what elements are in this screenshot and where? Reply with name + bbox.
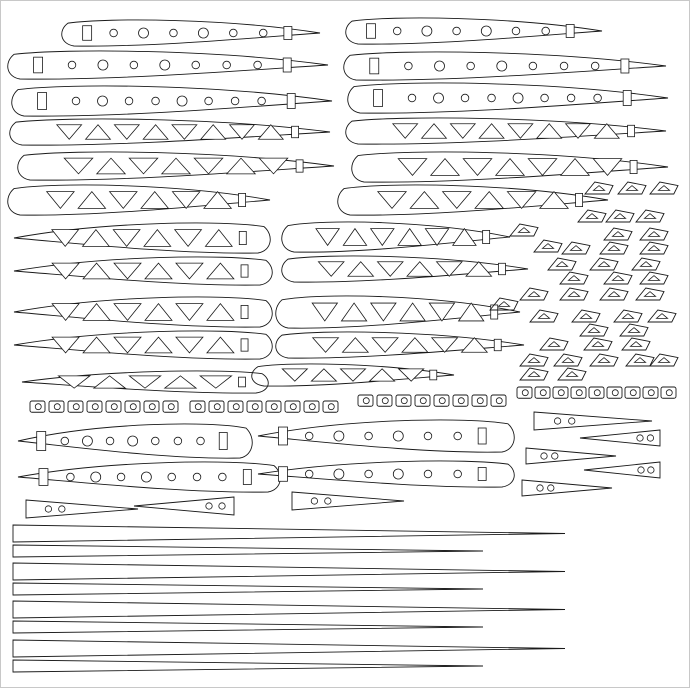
gusset-hole: [630, 390, 636, 396]
spar-slot: [491, 305, 498, 319]
lightening-hole: [594, 94, 602, 102]
lightening-hole: [98, 60, 108, 70]
spar-slot: [623, 91, 631, 106]
lightening-hole: [223, 61, 231, 69]
lightening-hole: [174, 437, 182, 445]
lightening-hole: [334, 469, 344, 479]
spar-slot: [241, 265, 248, 277]
bracket-hole: [569, 418, 575, 424]
lightening-hole: [128, 436, 138, 446]
bracket-hole: [206, 503, 212, 509]
lightening-hole: [219, 473, 227, 481]
spar-slot: [241, 305, 248, 318]
gusset-hole: [363, 398, 369, 404]
lightening-hole: [61, 437, 69, 445]
spar-slot: [494, 339, 501, 350]
gusset-hole: [54, 404, 60, 410]
lightening-hole: [453, 27, 461, 35]
lightening-hole: [567, 94, 575, 102]
lightening-hole: [192, 61, 200, 69]
lightening-hole: [67, 473, 75, 481]
lightening-hole: [560, 62, 568, 70]
spar-slot: [284, 27, 292, 40]
lightening-hole: [513, 93, 523, 103]
bracket-hole: [647, 435, 653, 441]
lightening-hole: [82, 436, 92, 446]
lightening-hole: [365, 432, 373, 440]
spar-slot: [83, 26, 92, 41]
lightening-hole: [198, 28, 208, 38]
spar-slot: [292, 126, 299, 137]
gusset-hole: [576, 390, 582, 396]
spar-slot: [366, 24, 375, 39]
lightening-hole: [393, 431, 403, 441]
lightening-hole: [205, 97, 213, 105]
gusset-hole: [648, 390, 654, 396]
lightening-hole: [259, 29, 267, 37]
spar-slot: [38, 93, 47, 110]
spar-slot: [498, 263, 505, 274]
lightening-hole: [305, 470, 313, 478]
gusset-hole: [309, 404, 315, 410]
lightening-hole: [393, 27, 401, 35]
bracket-hole: [311, 498, 317, 504]
bracket-hole: [325, 498, 331, 504]
lightening-hole: [139, 28, 149, 38]
spar-slot: [34, 57, 43, 73]
gusset-hole: [73, 404, 79, 410]
lightening-hole: [141, 472, 151, 482]
lightening-hole: [197, 437, 205, 445]
lightening-hole: [106, 437, 114, 445]
lightening-hole: [177, 96, 187, 106]
bracket-hole: [554, 418, 560, 424]
gusset-hole: [558, 390, 564, 396]
bracket-hole: [537, 485, 543, 491]
gusset-hole: [290, 404, 296, 410]
spar-slot: [370, 58, 379, 74]
spar-slot: [238, 377, 245, 387]
spar-slot: [219, 433, 227, 450]
lightening-hole: [591, 62, 599, 70]
bracket-hole: [552, 453, 558, 459]
lightening-hole: [68, 61, 76, 69]
lightening-hole: [488, 94, 496, 102]
gusset-hole: [612, 390, 618, 396]
bracket-hole: [637, 435, 643, 441]
lightening-hole: [467, 62, 475, 70]
spar-slot: [243, 470, 251, 485]
lightening-hole: [454, 470, 462, 478]
gusset-hole: [401, 398, 407, 404]
lightening-hole: [435, 61, 445, 71]
gusset-hole: [540, 390, 546, 396]
lightening-hole: [110, 29, 118, 37]
gusset-hole: [594, 390, 600, 396]
spar-slot: [239, 231, 246, 244]
lightening-hole: [454, 432, 462, 440]
spar-slot: [566, 25, 574, 38]
gusset-hole: [252, 404, 258, 410]
gusset-hole: [522, 390, 528, 396]
lightening-hole: [231, 97, 239, 105]
spar-slot: [374, 90, 383, 107]
gusset-hole: [477, 398, 483, 404]
lightening-hole: [529, 62, 537, 70]
lightening-hole: [130, 61, 138, 69]
lightening-hole: [258, 97, 266, 105]
gusset-hole: [92, 404, 98, 410]
lightening-hole: [434, 93, 444, 103]
lightening-hole: [541, 94, 549, 102]
lightening-hole: [408, 94, 416, 102]
lightening-hole: [230, 29, 238, 37]
lightening-hole: [193, 473, 201, 481]
spar-slot: [283, 58, 291, 72]
gusset-hole: [233, 404, 239, 410]
gusset-hole: [382, 398, 388, 404]
spar-slot: [576, 193, 583, 206]
spar-slot: [628, 125, 635, 136]
lightening-hole: [512, 27, 520, 35]
spar-slot: [37, 431, 46, 450]
gusset-hole: [149, 404, 155, 410]
lightening-hole: [405, 62, 413, 70]
bracket-hole: [45, 506, 51, 512]
lightening-hole: [72, 97, 80, 105]
gusset-hole: [214, 404, 220, 410]
spar-slot: [478, 428, 486, 444]
gusset-hole: [130, 404, 136, 410]
lightening-hole: [305, 432, 313, 440]
lightening-hole: [98, 96, 108, 106]
gusset-hole: [439, 398, 445, 404]
spar-slot: [483, 230, 490, 243]
lightening-hole: [170, 29, 178, 37]
gusset-hole: [666, 390, 672, 396]
spar-slot: [239, 193, 246, 206]
gusset-hole: [35, 404, 41, 410]
gusset-hole: [496, 398, 502, 404]
lightening-hole: [254, 61, 262, 69]
lightening-hole: [542, 27, 550, 35]
spar-slot: [241, 339, 248, 351]
gusset-hole: [195, 404, 201, 410]
lightening-hole: [334, 431, 344, 441]
spar-slot: [296, 160, 303, 172]
gusset-hole: [328, 404, 334, 410]
spar-slot: [621, 59, 629, 73]
lightening-hole: [481, 26, 491, 36]
bracket-hole: [541, 453, 547, 459]
gusset-hole: [111, 404, 117, 410]
lightening-hole: [160, 60, 170, 70]
lightening-hole: [365, 470, 373, 478]
spar-slot: [430, 370, 437, 380]
spar-slot: [278, 467, 287, 482]
lightening-hole: [152, 97, 160, 105]
spar-slot: [478, 468, 486, 481]
lightening-hole: [424, 432, 432, 440]
spar-slot: [630, 160, 637, 173]
lightening-hole: [461, 94, 469, 102]
spar-slot: [287, 94, 295, 109]
spar-slot: [39, 469, 48, 486]
lightening-hole: [497, 61, 507, 71]
bracket-hole: [59, 506, 65, 512]
bracket-hole: [638, 467, 644, 473]
gusset-hole: [168, 404, 174, 410]
lightening-hole: [393, 469, 403, 479]
bracket-hole: [648, 467, 654, 473]
bracket-hole: [548, 485, 554, 491]
lightening-hole: [422, 26, 432, 36]
gusset-hole: [458, 398, 464, 404]
gusset-hole: [420, 398, 426, 404]
lightening-hole: [91, 472, 101, 482]
lightening-hole: [151, 437, 159, 445]
bracket-hole: [219, 503, 225, 509]
lightening-hole: [168, 473, 176, 481]
lightening-hole: [117, 473, 125, 481]
lightening-hole: [424, 470, 432, 478]
gusset-hole: [271, 404, 277, 410]
lightening-hole: [125, 97, 133, 105]
spar-slot: [278, 427, 287, 445]
